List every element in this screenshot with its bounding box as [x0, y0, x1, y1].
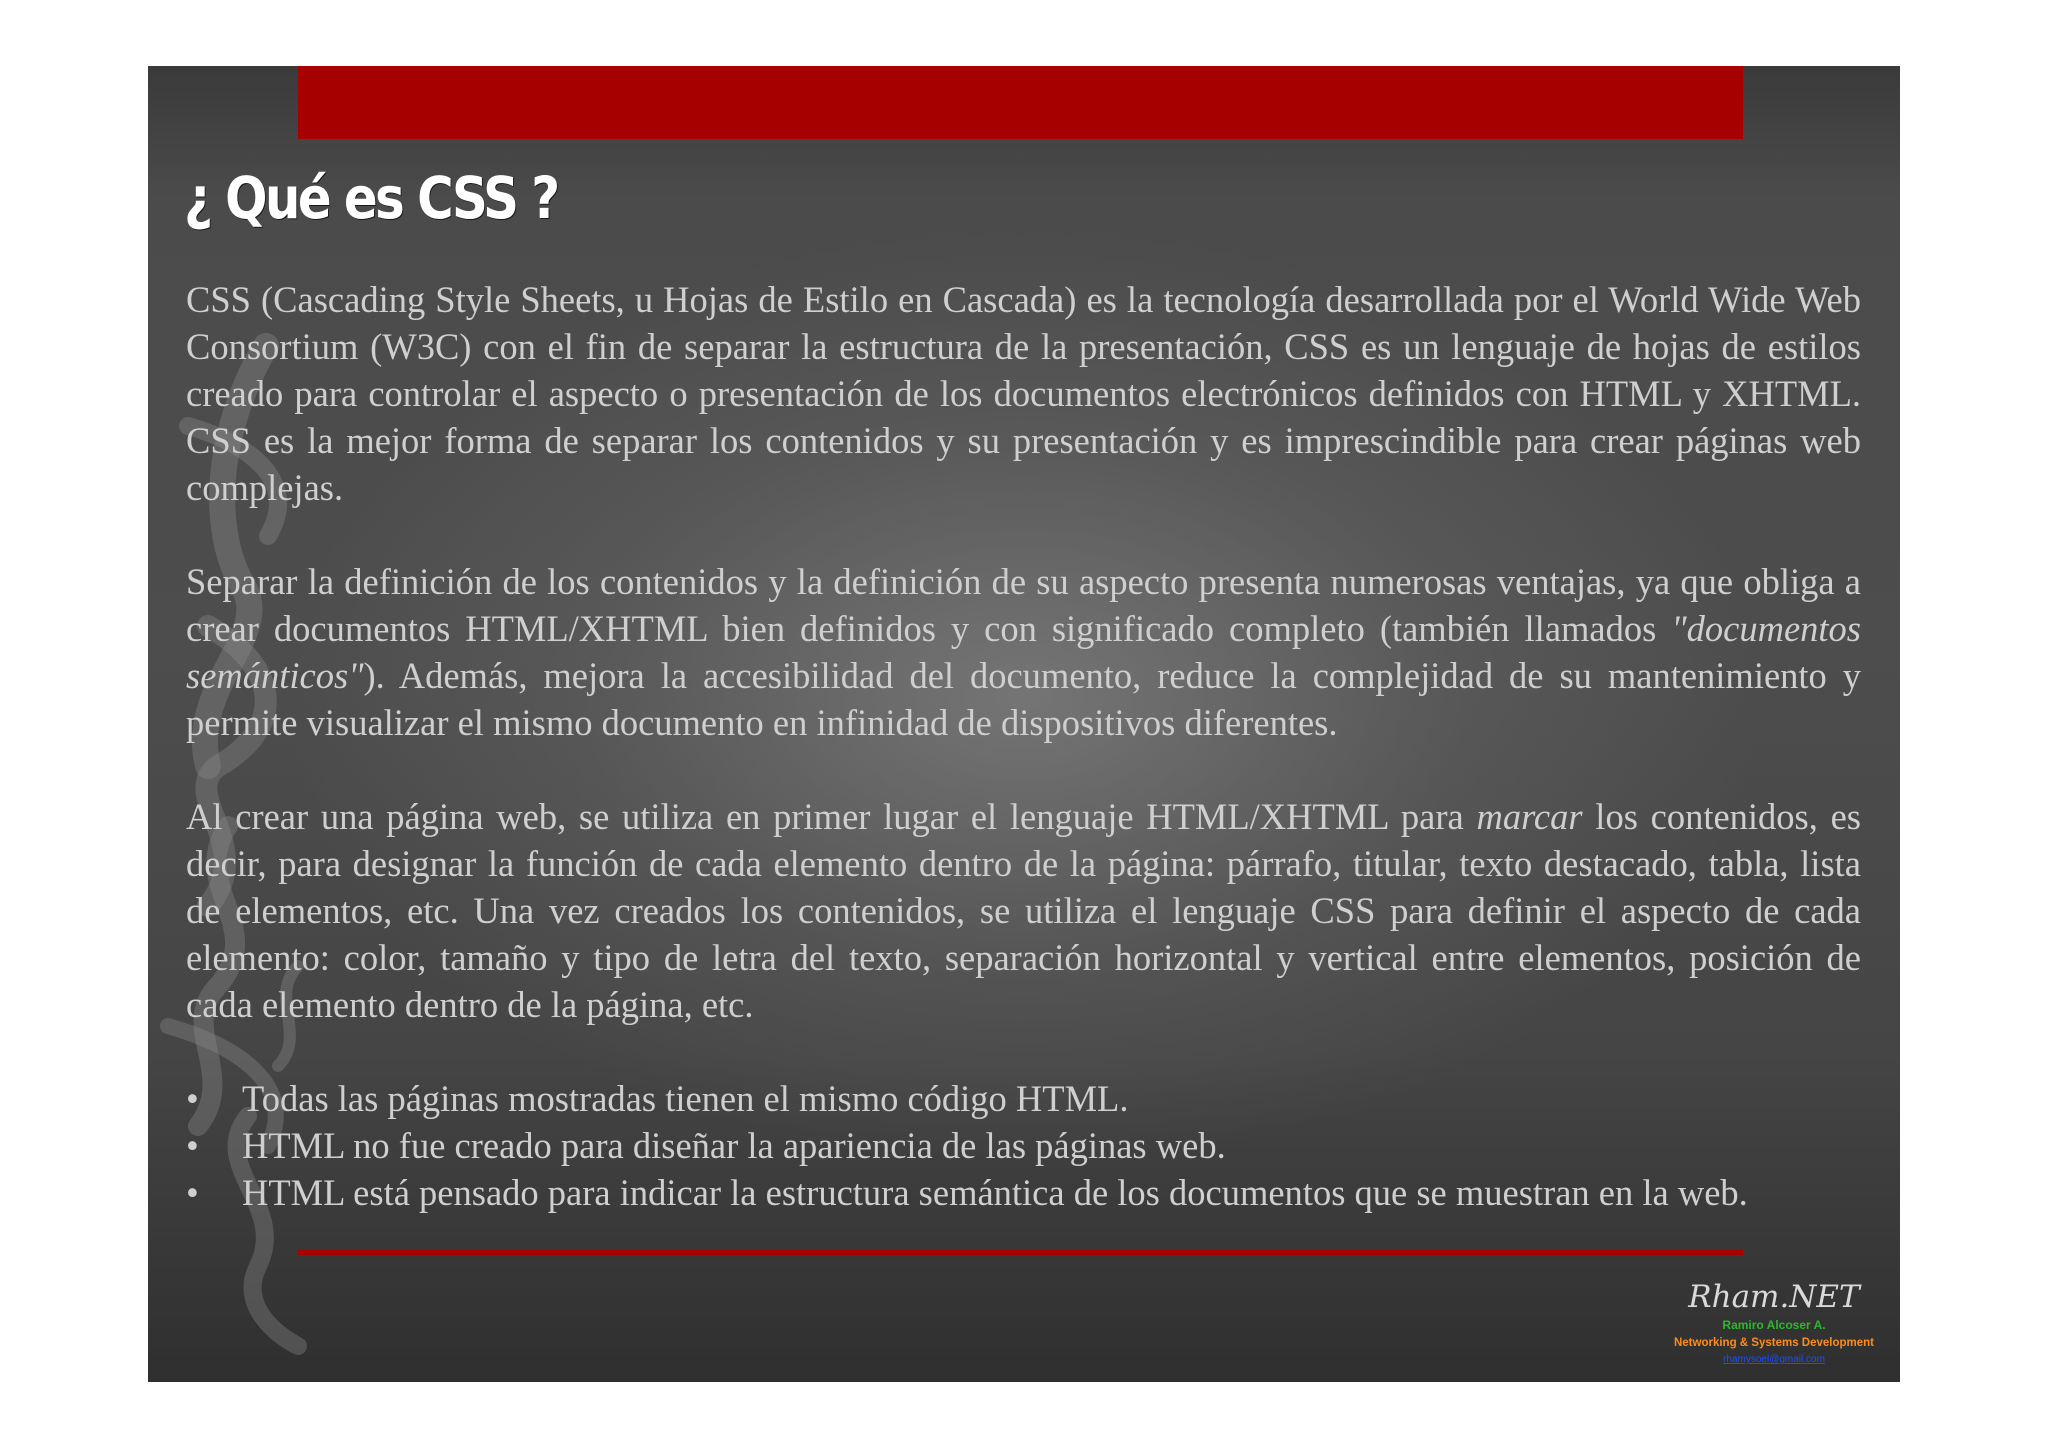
slide-body — [186, 276, 1861, 1216]
bullet-dot-icon: • — [186, 1078, 199, 1119]
bullet-item — [186, 1122, 1861, 1169]
slide — [148, 66, 1900, 1382]
paragraph-3-emphasis: marcar — [1476, 796, 1583, 837]
author-logo — [1654, 1278, 1894, 1368]
logo-tagline: Networking & Systems Development — [1673, 1337, 1875, 1349]
paragraph-3 — [186, 793, 1861, 1028]
paragraph-2-text-end: ). Además, mejora la accesibilidad del documento, reduce la complejidad de su mantenimiento y permite visualizar el mismo documento en infinidad de dispositivos diferentes. — [186, 655, 1861, 743]
bullet-text: HTML está pensado para indicar la estructura semántica de los documentos que se muestran en la web. — [242, 1172, 1748, 1213]
paragraph-3-text-start: Al crear una página web, se utiliza en primer lugar el lenguaje HTML/XHTML para — [186, 796, 1477, 837]
paragraph-1: CSS (Cascading Style Sheets, u Hojas de Estilo en Cascada) es la tecnología desarrollada por el World Wide Web Consortium (W3C) con el fin de separar la estructura de la presentación, CSS es un lenguaje de hojas de estilos creado para controlar el aspecto o presentación de los documentos electrónicos definidos con HTML y XHTML. CSS es la mejor forma de separar los contenidos y su presentación y es imprescindible para crear páginas web complejas. — [186, 279, 1861, 508]
bullet-dot-icon: • — [186, 1172, 199, 1213]
paragraph-3-text-end: los contenidos, es decir, para designar la función de cada elemento dentro de la página: párrafo, titular, texto destacado, tabla, lista de elementos, etc. Una vez creados los contenidos, se utiliza el lenguaje CSS para definir el aspecto de cada elemento: color, tamaño y tipo de letra del texto, separación horizontal y vertical entre elementos, posición de cada elemento dentro de la página, etc. — [186, 796, 1862, 1025]
slide-title: ¿ Qué es CSS ? — [184, 164, 558, 232]
bullet-dot-icon: • — [186, 1125, 199, 1166]
bottom-accent-line — [298, 1250, 1743, 1255]
paragraph-2-text-start: Separar la definición de los contenidos y la definición de su aspecto presenta numerosas ventajas, ya que obliga a crear documentos HTML/XHTML bien definidos y con significado completo (también llamados — [186, 561, 1861, 649]
bullet-item — [186, 1169, 1861, 1216]
paragraph-2 — [186, 558, 1861, 746]
bullet-item — [186, 1075, 1861, 1122]
bullet-text: HTML no fue creado para diseñar la apariencia de las páginas web. — [242, 1125, 1226, 1166]
bullet-text: Todas las páginas mostradas tienen el mismo código HTML. — [242, 1078, 1129, 1119]
logo-author: Ramiro Alcoser A. — [1722, 1318, 1826, 1332]
bullet-list — [186, 1075, 1861, 1216]
logo-email: rhamysoel@gmail.com — [1723, 1354, 1825, 1365]
paragraph-2-emphasis: "documentos semánticos" — [186, 608, 1861, 696]
top-accent-bar — [298, 66, 1743, 139]
logo-name: Rham.NET — [1688, 1279, 1860, 1315]
